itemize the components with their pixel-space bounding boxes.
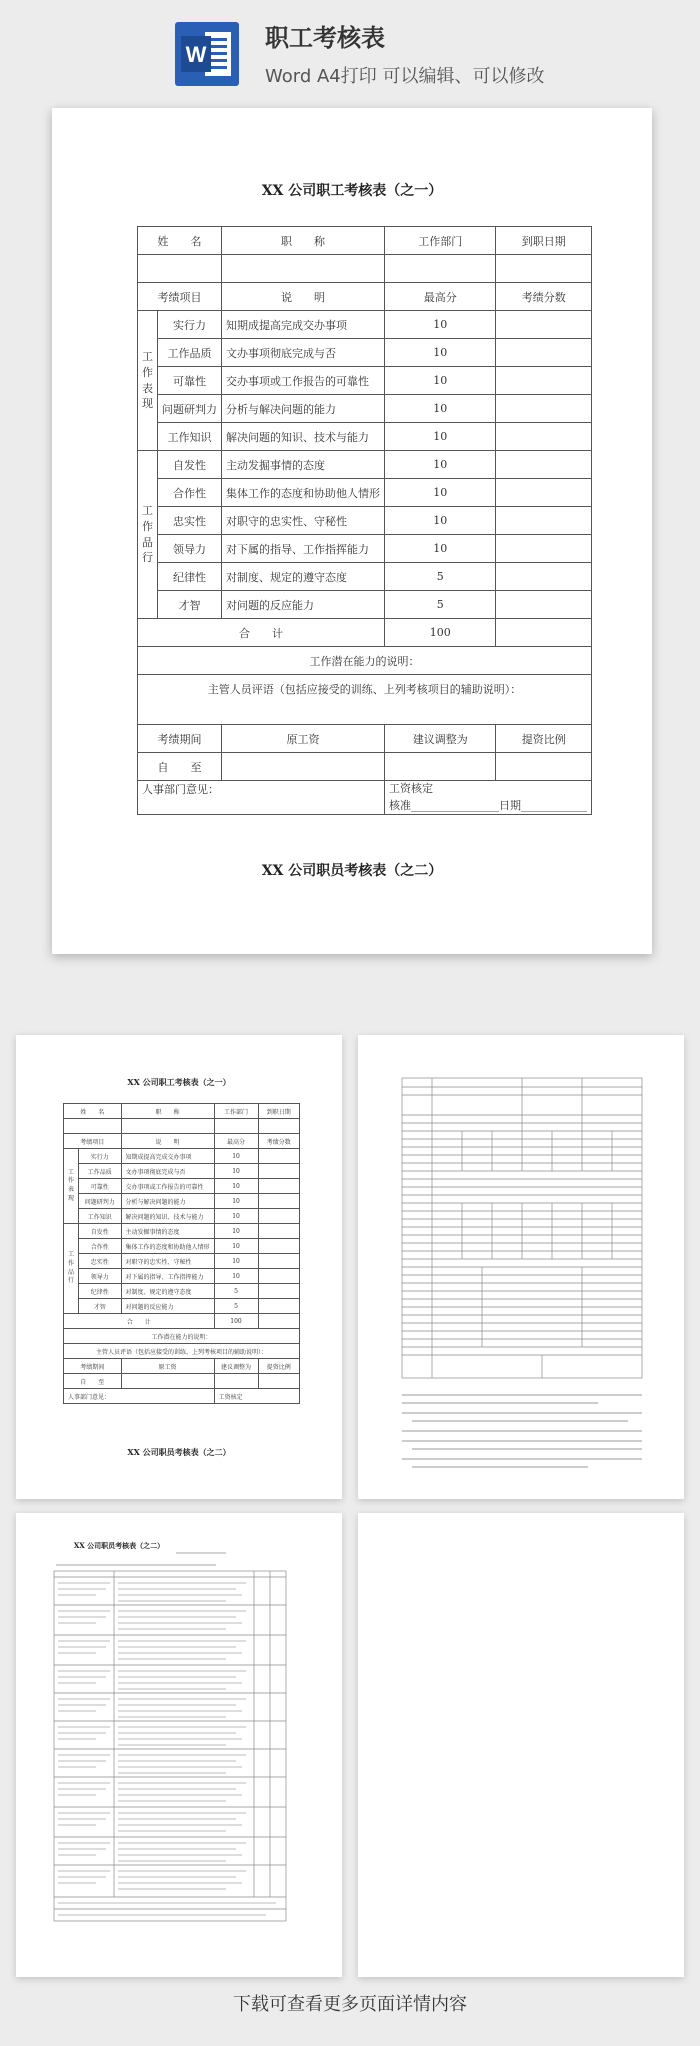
col-score: 考绩分数: [496, 283, 592, 311]
hr-opinion: 人事部门意见：: [138, 781, 385, 815]
t1-max: 10: [214, 1269, 258, 1284]
t1-max: 10: [214, 1149, 258, 1164]
head-title: 职 称: [222, 227, 385, 255]
thumbnail-page-2[interactable]: [358, 1035, 684, 1499]
t1-score: [258, 1164, 300, 1179]
t1-item: 实行力: [79, 1149, 122, 1164]
t1-item: 自发性: [79, 1224, 122, 1239]
ratio-cell[interactable]: [496, 753, 592, 781]
wage-check-label: 工资核定: [389, 782, 433, 795]
item-name: 工作品质: [158, 339, 222, 367]
t1-max: 10: [214, 1239, 258, 1254]
item-score-cell[interactable]: [496, 563, 592, 591]
item-name: 实行力: [158, 311, 222, 339]
supervisor-comment-space[interactable]: [138, 702, 592, 725]
t1-group: 工作品行: [64, 1224, 79, 1314]
t1-blank: [258, 1374, 300, 1389]
blank-name-cell[interactable]: [138, 255, 222, 283]
item-score-cell[interactable]: [496, 591, 592, 619]
item-max: 10: [385, 339, 496, 367]
t1-range: 自 至: [64, 1374, 122, 1389]
item-name: 领导力: [158, 535, 222, 563]
wage-col: 原工资: [222, 725, 385, 753]
item-name: 自发性: [158, 451, 222, 479]
item-desc: 对职守的忠实性、守秘性: [222, 507, 385, 535]
item-max: 5: [385, 563, 496, 591]
t1-total: 合 计: [64, 1314, 215, 1329]
thumb3-title: XX 公司职员考核表（之二）: [73, 1541, 165, 1550]
t1-score: [258, 1209, 300, 1224]
blank-title-cell[interactable]: [222, 255, 385, 283]
t1-desc: 交办事项或工作报告的可靠性: [121, 1179, 214, 1194]
t1-item: 才智: [79, 1299, 122, 1314]
t1-score: [258, 1254, 300, 1269]
group-conduct: 工作品行: [138, 451, 158, 619]
t1-max: 10: [214, 1254, 258, 1269]
t1-group: 工作表现: [64, 1149, 79, 1224]
head-dept: 工作部门: [385, 227, 496, 255]
item-max: 10: [385, 395, 496, 423]
t1-ratio: 提资比例: [258, 1359, 300, 1374]
item-max: 10: [385, 451, 496, 479]
adjust-cell[interactable]: [385, 753, 496, 781]
item-name: 才智: [158, 591, 222, 619]
item-desc: 集体工作的态度和协助他人情形: [222, 479, 385, 507]
t1-desc: 对制度、规定的遵守态度: [121, 1284, 214, 1299]
item-desc: 对下属的指导、工作指挥能力: [222, 535, 385, 563]
thumbnail-page-4[interactable]: [358, 1513, 684, 1977]
t1-score: [258, 1284, 300, 1299]
ratio-col: 提资比例: [496, 725, 592, 753]
item-max: 10: [385, 507, 496, 535]
t1-score: [258, 1179, 300, 1194]
t1-col: 说 明: [121, 1134, 214, 1149]
t1-blank: [121, 1374, 214, 1389]
thumbnail-page-3[interactable]: [16, 1513, 342, 1977]
t1-score: [258, 1239, 300, 1254]
total-label: 合 计: [138, 619, 385, 647]
head-date: 到职日期: [496, 227, 592, 255]
t1-score: [258, 1149, 300, 1164]
t1-score: [258, 1299, 300, 1314]
appraisal-table: [137, 226, 592, 815]
item-score-cell[interactable]: [496, 339, 592, 367]
item-name: 工作知识: [158, 423, 222, 451]
col-item: 考绩项目: [138, 283, 222, 311]
supervisor-comment: 主管人员评语（包括应接受的训练、上列考核项目的辅助说明）：: [138, 675, 592, 703]
header-title: 职工考核表: [265, 24, 385, 52]
t1-item: 纪律性: [79, 1284, 122, 1299]
t1-blank: [214, 1119, 258, 1134]
blank-dept-cell[interactable]: [385, 255, 496, 283]
item-max: 10: [385, 311, 496, 339]
item-name: 问题研判力: [158, 395, 222, 423]
item-max: 10: [385, 367, 496, 395]
item-score-cell[interactable]: [496, 507, 592, 535]
item-score-cell[interactable]: [496, 451, 592, 479]
item-desc: 交办事项或工作报告的可靠性: [222, 367, 385, 395]
doc-title-2: XX 公司职员考核表（之二）: [261, 863, 443, 879]
t1-hr: 人事部门意见：: [64, 1389, 215, 1404]
item-score-cell[interactable]: [496, 311, 592, 339]
thumbnail-page-1[interactable]: [16, 1035, 342, 1499]
t1-max: 10: [214, 1179, 258, 1194]
t1-max: 5: [214, 1299, 258, 1314]
t1-item: 可靠性: [79, 1179, 122, 1194]
item-score-cell[interactable]: [496, 479, 592, 507]
item-max: 10: [385, 479, 496, 507]
item-score-cell[interactable]: [496, 423, 592, 451]
item-desc: 分析与解决问题的能力: [222, 395, 385, 423]
t1-blank: [214, 1374, 258, 1389]
header-subtitle: Word A4打印 可以编辑、可以修改: [265, 66, 545, 87]
item-max: 10: [385, 423, 496, 451]
main-document-page: [52, 108, 652, 954]
t1-item: 问题研判力: [79, 1194, 122, 1209]
total-score-cell[interactable]: [496, 619, 592, 647]
item-name: 可靠性: [158, 367, 222, 395]
t1-desc: 分析与解决问题的能力: [121, 1194, 214, 1209]
period-range: 自 至: [138, 753, 222, 781]
blank-date-cell[interactable]: [496, 255, 592, 283]
t1-desc: 集体工作的态度和协助他人情形: [121, 1239, 214, 1254]
t1-adjust: 建议调整为: [214, 1359, 258, 1374]
t1-desc: 对下属的指导、工作指挥能力: [121, 1269, 214, 1284]
t1-head: 工作部门: [214, 1104, 258, 1119]
wage-cell[interactable]: [222, 753, 385, 781]
head-name: 姓 名: [138, 227, 222, 255]
t1-head: 姓 名: [64, 1104, 122, 1119]
item-name: 合作性: [158, 479, 222, 507]
approve-line: 核准________________日期____________: [389, 798, 587, 812]
t1-score: [258, 1314, 300, 1329]
item-desc: 主动发掘事情的态度: [222, 451, 385, 479]
item-desc: 文办事项彻底完成与否: [222, 339, 385, 367]
t1-supervisor: 主管人员评语（包括应接受的训练、上列考核项目的辅助说明）：: [64, 1344, 300, 1359]
t1-potential: 工作潜在能力的说明：: [64, 1329, 300, 1344]
thumb3-table-sketch: [16, 1513, 342, 1977]
thumb2-table-sketch: [358, 1035, 684, 1499]
t1-col: 考绩分数: [258, 1134, 300, 1149]
col-desc: 说 明: [222, 283, 385, 311]
word-doc-icon: [175, 22, 239, 86]
t1-col: 最高分: [214, 1134, 258, 1149]
col-max: 最高分: [385, 283, 496, 311]
wage-approval: [385, 781, 592, 815]
t1-desc: 主动发掘事情的态度: [121, 1224, 214, 1239]
item-name: 纪律性: [158, 563, 222, 591]
t1-blank: [121, 1119, 214, 1134]
t1-period: 考绩期间: [64, 1359, 122, 1374]
t1-score: [258, 1194, 300, 1209]
header: [0, 0, 700, 96]
thumb1-table: [63, 1103, 300, 1404]
thumb1-title2: XX 公司职员考核表（之二）: [127, 1447, 231, 1457]
t1-total-val: 100: [214, 1314, 258, 1329]
t1-desc: 文办事项彻底完成与否: [121, 1164, 214, 1179]
t1-item: 领导力: [79, 1269, 122, 1284]
t1-item: 忠实性: [79, 1254, 122, 1269]
t1-wage-check: 工资核定: [214, 1389, 299, 1404]
item-max: 5: [385, 591, 496, 619]
t1-item: 工作知识: [79, 1209, 122, 1224]
item-desc: 对制度、规定的遵守态度: [222, 563, 385, 591]
item-desc: 对问题的反应能力: [222, 591, 385, 619]
total-value: 100: [385, 619, 496, 647]
t1-desc: 对职守的忠实性、守秘性: [121, 1254, 214, 1269]
item-score-cell[interactable]: [496, 367, 592, 395]
t1-item: 工作品质: [79, 1164, 122, 1179]
t1-max: 10: [214, 1224, 258, 1239]
t1-desc: 解决问题的知识、技术与能力: [121, 1209, 214, 1224]
item-desc: 解决问题的知识、技术与能力: [222, 423, 385, 451]
potential-note: 工作潜在能力的说明：: [138, 647, 592, 675]
item-desc: 知期成提高完成交办事项: [222, 311, 385, 339]
t1-head: 职 称: [121, 1104, 214, 1119]
doc-title-1: XX 公司职工考核表（之一）: [261, 183, 443, 199]
t1-max: 10: [214, 1164, 258, 1179]
t1-score: [258, 1224, 300, 1239]
t1-head: 到职日期: [258, 1104, 300, 1119]
t1-col: 考绩项目: [64, 1134, 122, 1149]
t1-blank: [258, 1119, 300, 1134]
item-score-cell[interactable]: [496, 535, 592, 563]
t1-max: 10: [214, 1209, 258, 1224]
t1-score: [258, 1269, 300, 1284]
t1-blank: [64, 1119, 122, 1134]
t1-desc: 知期成提高完成交办事项: [121, 1149, 214, 1164]
footer-note: 下载可查看更多页面详情内容: [233, 1994, 467, 2015]
thumb1-title1: XX 公司职工考核表（之一）: [127, 1077, 231, 1087]
t1-max: 10: [214, 1194, 258, 1209]
t1-item: 合作性: [79, 1239, 122, 1254]
item-name: 忠实性: [158, 507, 222, 535]
period-col: 考绩期间: [138, 725, 222, 753]
t1-desc: 对问题的反应能力: [121, 1299, 214, 1314]
item-max: 10: [385, 535, 496, 563]
adjust-col: 建议调整为: [385, 725, 496, 753]
t1-max: 5: [214, 1284, 258, 1299]
group-performance: 工作表现: [138, 311, 158, 451]
svg-text:W: W: [185, 42, 207, 67]
t1-wage: 原工资: [121, 1359, 214, 1374]
item-score-cell[interactable]: [496, 395, 592, 423]
